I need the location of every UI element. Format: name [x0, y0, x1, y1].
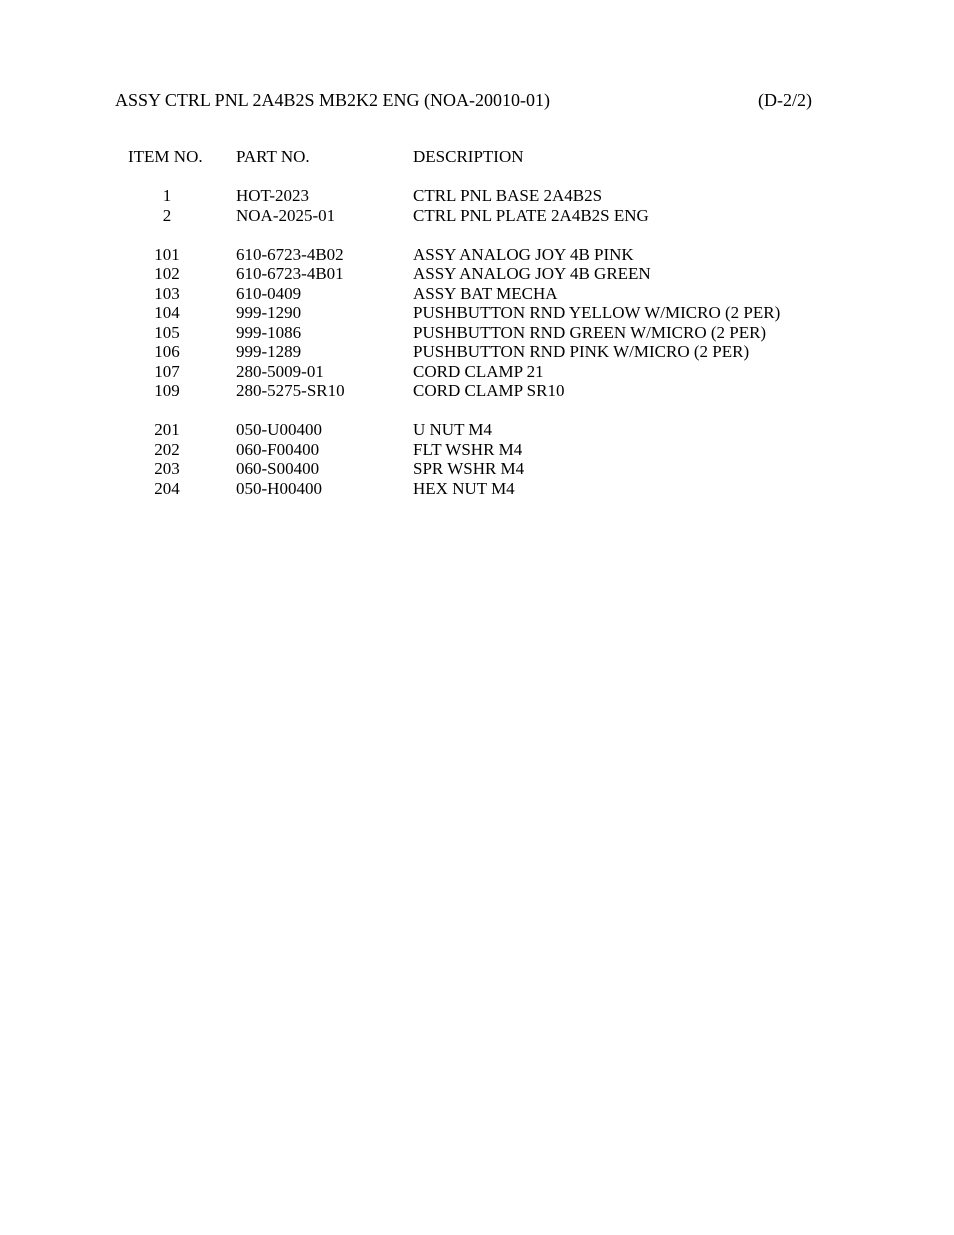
part-description: ASSY ANALOG JOY 4B GREEN [413, 264, 651, 283]
item-number: 201 [154, 420, 180, 439]
part-number: HOT-2023 [236, 186, 310, 205]
part-number: 999-1086 [236, 322, 302, 342]
item-number: 103 [154, 283, 180, 303]
column-header-description: DESCRIPTION [413, 147, 524, 166]
part-description: PUSHBUTTON RND YELLOW W/MICRO (2 PER) [413, 303, 781, 322]
part-description: FLT WSHR M4 [413, 439, 523, 459]
item-number: 109 [154, 381, 180, 400]
parts-list [0, 186, 954, 518]
table-row [0, 479, 954, 499]
item-number: 106 [154, 342, 180, 361]
part-number: 060-F00400 [236, 439, 320, 459]
item-number: 107 [154, 361, 180, 381]
part-number: 280-5275-SR10 [236, 381, 345, 400]
part-description: U NUT M4 [413, 420, 493, 439]
part-description: SPR WSHR M4 [413, 459, 525, 478]
part-description: CTRL PNL BASE 2A4B2S [413, 186, 603, 205]
part-number: 999-1290 [236, 303, 302, 322]
part-number: 999-1289 [236, 342, 302, 361]
parts-group-assemblies [0, 245, 954, 401]
table-row [0, 264, 954, 284]
page-reference: (D-2/2) [758, 90, 812, 110]
part-number: 610-6723-4B02 [236, 244, 344, 264]
table-row [0, 440, 954, 460]
table-row [0, 362, 954, 382]
part-number: 280-5009-01 [236, 361, 324, 381]
table-row [0, 245, 954, 265]
part-number: 060-S00400 [236, 459, 320, 478]
table-row [0, 284, 954, 304]
page-title: ASSY CTRL PNL 2A4B2S MB2K2 ENG (NOA-20010-01) [115, 90, 551, 110]
table-row [0, 381, 954, 401]
item-number: 105 [154, 322, 180, 342]
part-number: 050-H00400 [236, 478, 322, 498]
part-number: NOA-2025-01 [236, 205, 336, 225]
item-number: 202 [154, 439, 180, 459]
item-number: 204 [154, 478, 180, 498]
item-number: 101 [154, 244, 180, 264]
part-number: 050-U00400 [236, 420, 322, 439]
item-number: 203 [154, 459, 180, 478]
part-description: HEX NUT M4 [413, 478, 515, 498]
part-description: ASSY ANALOG JOY 4B PINK [413, 244, 634, 264]
parts-group-base [0, 186, 954, 225]
item-number: 104 [154, 303, 180, 322]
table-row [0, 323, 954, 343]
table-header [0, 147, 954, 167]
table-row [0, 420, 954, 440]
part-description: PUSHBUTTON RND PINK W/MICRO (2 PER) [413, 342, 750, 361]
part-description: CORD CLAMP 21 [413, 361, 544, 381]
item-number: 102 [154, 264, 180, 283]
table-row [0, 206, 954, 226]
table-row [0, 459, 954, 479]
part-description: PUSHBUTTON RND GREEN W/MICRO (2 PER) [413, 322, 767, 342]
part-description: ASSY BAT MECHA [413, 283, 558, 303]
table-row [0, 342, 954, 362]
part-description: CTRL PNL PLATE 2A4B2S ENG [413, 205, 649, 225]
parts-group-hardware [0, 420, 954, 498]
column-header-item-no: ITEM NO. [128, 147, 203, 166]
part-number: 610-0409 [236, 283, 302, 303]
item-number: 1 [162, 186, 172, 205]
item-number: 2 [162, 205, 172, 225]
part-description: CORD CLAMP SR10 [413, 381, 565, 400]
table-row [0, 186, 954, 206]
table-row [0, 303, 954, 323]
part-number: 610-6723-4B01 [236, 264, 344, 283]
column-header-part-no: PART NO. [236, 147, 310, 166]
